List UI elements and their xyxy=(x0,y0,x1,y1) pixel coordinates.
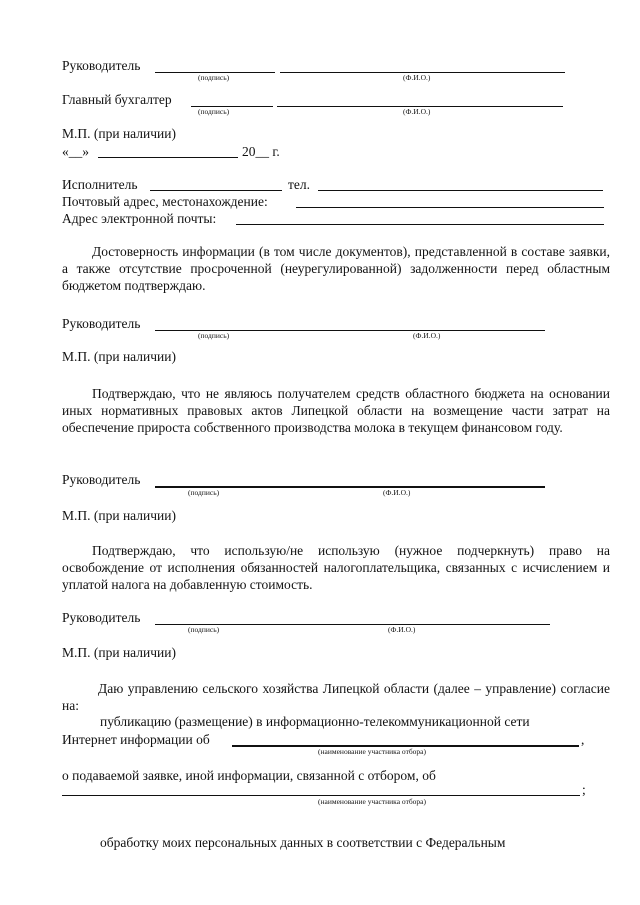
postal-line xyxy=(296,207,604,208)
head-label-1: Руководитель xyxy=(62,58,141,73)
participant-caption: (наименование участника отбора) xyxy=(318,747,426,756)
participant-line-2 xyxy=(62,795,580,796)
semicolon: ; xyxy=(582,782,586,797)
date-open: «__» xyxy=(62,144,89,159)
signature-caption: (подпись) xyxy=(198,107,230,116)
date-year: 20__ г. xyxy=(242,144,280,159)
processing-line: обработку моих персональных данных в соответствии с Федеральным xyxy=(100,835,506,850)
comma: , xyxy=(581,732,585,747)
signature-caption: (подпись) xyxy=(188,488,220,497)
executor-label: Исполнитель xyxy=(62,177,138,192)
seal-label: М.П. (при наличии) xyxy=(62,508,176,523)
chief-accountant-label: Главный бухгалтер xyxy=(62,92,172,107)
signature-caption: (подпись) xyxy=(198,73,230,82)
not-recipient-statement: Подтверждаю, что не являюсь получателем средств областного бюджета на основании иных нормативных правовых актов Липецкой области на возмещение части затрат на обеспечение прироста собственного производства молока в текущем финансовом году. xyxy=(62,386,610,435)
name-caption: (Ф.И.О.) xyxy=(403,73,431,82)
signature-caption: (подпись) xyxy=(188,625,220,634)
head-label-4: Руководитель xyxy=(62,610,141,625)
phone-line xyxy=(318,190,603,191)
name-caption: (Ф.И.О.) xyxy=(383,488,411,497)
name-caption: (Ф.И.О.) xyxy=(388,625,416,634)
date-line xyxy=(98,157,238,158)
postal-label: Почтовый адрес, местонахождение: xyxy=(62,194,268,209)
seal-label: М.П. (при наличии) xyxy=(62,126,176,141)
vat-statement: Подтверждаю, что использую/не использую (нужное подчеркнуть) право на освобождение от исполнения обязанностей налогоплательщика, связанных с исчислением и уплатой налога на добавленную стоимость. xyxy=(62,543,610,592)
head-label-2: Руководитель xyxy=(62,316,141,331)
publication-line1: публикацию (размещение) в информационно-телекоммуникационной сети xyxy=(100,714,530,729)
seal-label: М.П. (при наличии) xyxy=(62,349,176,364)
email-label: Адрес электронной почты: xyxy=(62,211,217,226)
name-caption: (Ф.И.О.) xyxy=(403,107,431,116)
signature-caption: (подпись) xyxy=(198,331,230,340)
participant-caption-2: (наименование участника отбора) xyxy=(318,797,426,806)
head-label-3: Руководитель xyxy=(62,472,141,487)
publication-line2: Интернет информации об xyxy=(62,732,210,747)
seal-label: М.П. (при наличии) xyxy=(62,645,176,660)
executor-line xyxy=(150,190,282,191)
submitted-line: о подаваемой заявке, иной информации, связанной с отбором, об xyxy=(62,768,436,783)
reliability-statement: Достоверность информации (в том числе документов), представленной в составе заявки, а также отсутствие просроченной (неурегулированной) задолженности перед областным бюджетом подтверждаю. xyxy=(62,244,610,293)
consent-intro: Даю управлению сельского хозяйства Липецкой области (далее – управление) согласие на: xyxy=(62,681,610,713)
name-caption: (Ф.И.О.) xyxy=(413,331,441,340)
email-line xyxy=(236,224,604,225)
phone-label: тел. xyxy=(288,177,311,192)
